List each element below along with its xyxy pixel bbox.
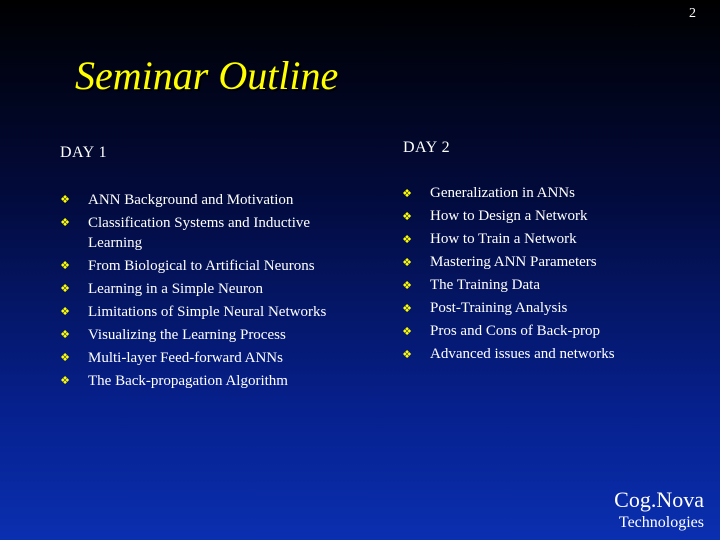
logo-line-2: Technologies (618, 514, 704, 531)
logo-line-1: Cog.Nova (614, 487, 704, 512)
list-item: ❖ The Training Data (400, 274, 700, 297)
diamond-bullet-icon: ❖ (402, 325, 412, 338)
list-item: ❖ How to Design a Network (400, 205, 700, 228)
diamond-bullet-icon: ❖ (60, 328, 70, 341)
diamond-bullet-icon: ❖ (402, 256, 412, 269)
company-logo (614, 488, 704, 534)
diamond-bullet-icon: ❖ (402, 233, 412, 246)
list-item: ❖ From Biological to Artificial Neurons (58, 254, 348, 277)
day2-heading: DAY 2 (403, 139, 451, 156)
diamond-bullet-icon: ❖ (60, 351, 70, 364)
diamond-bullet-icon: ❖ (60, 216, 70, 229)
diamond-bullet-icon: ❖ (402, 187, 412, 200)
list-item: ❖ Limitations of Simple Neural Networks (58, 300, 348, 323)
diamond-bullet-icon: ❖ (402, 302, 412, 315)
slide-title: Seminar Outline (75, 53, 339, 98)
day1-heading: DAY 1 (60, 144, 108, 161)
diamond-bullet-icon: ❖ (60, 374, 70, 387)
diamond-bullet-icon: ❖ (402, 210, 412, 223)
list-item: ❖ Advanced issues and networks (400, 343, 700, 366)
list-item: ❖ Pros and Cons of Back-prop (400, 320, 700, 343)
diamond-bullet-icon: ❖ (60, 259, 70, 272)
diamond-bullet-icon: ❖ (60, 193, 70, 206)
page-number: 2 (689, 6, 696, 21)
list-item: ❖ Generalization in ANNs (400, 182, 700, 205)
list-item: ❖ How to Train a Network (400, 228, 700, 251)
diamond-bullet-icon: ❖ (60, 282, 70, 295)
list-item: ❖ Classification Systems and Inductive Learning (58, 211, 348, 254)
diamond-bullet-icon: ❖ (402, 279, 412, 292)
list-item: ❖ Visualizing the Learning Process (58, 323, 348, 346)
list-item: ❖ ANN Background and Motivation (58, 188, 348, 211)
diamond-bullet-icon: ❖ (60, 305, 70, 318)
day2-list (400, 182, 700, 366)
day1-list (58, 188, 348, 392)
list-item: ❖ Learning in a Simple Neuron (58, 277, 348, 300)
list-item: ❖ Post-Training Analysis (400, 297, 700, 320)
list-item: ❖ The Back-propagation Algorithm (58, 369, 348, 392)
list-item: ❖ Mastering ANN Parameters (400, 251, 700, 274)
list-item: ❖ Multi-layer Feed-forward ANNs (58, 346, 348, 369)
diamond-bullet-icon: ❖ (402, 348, 412, 361)
